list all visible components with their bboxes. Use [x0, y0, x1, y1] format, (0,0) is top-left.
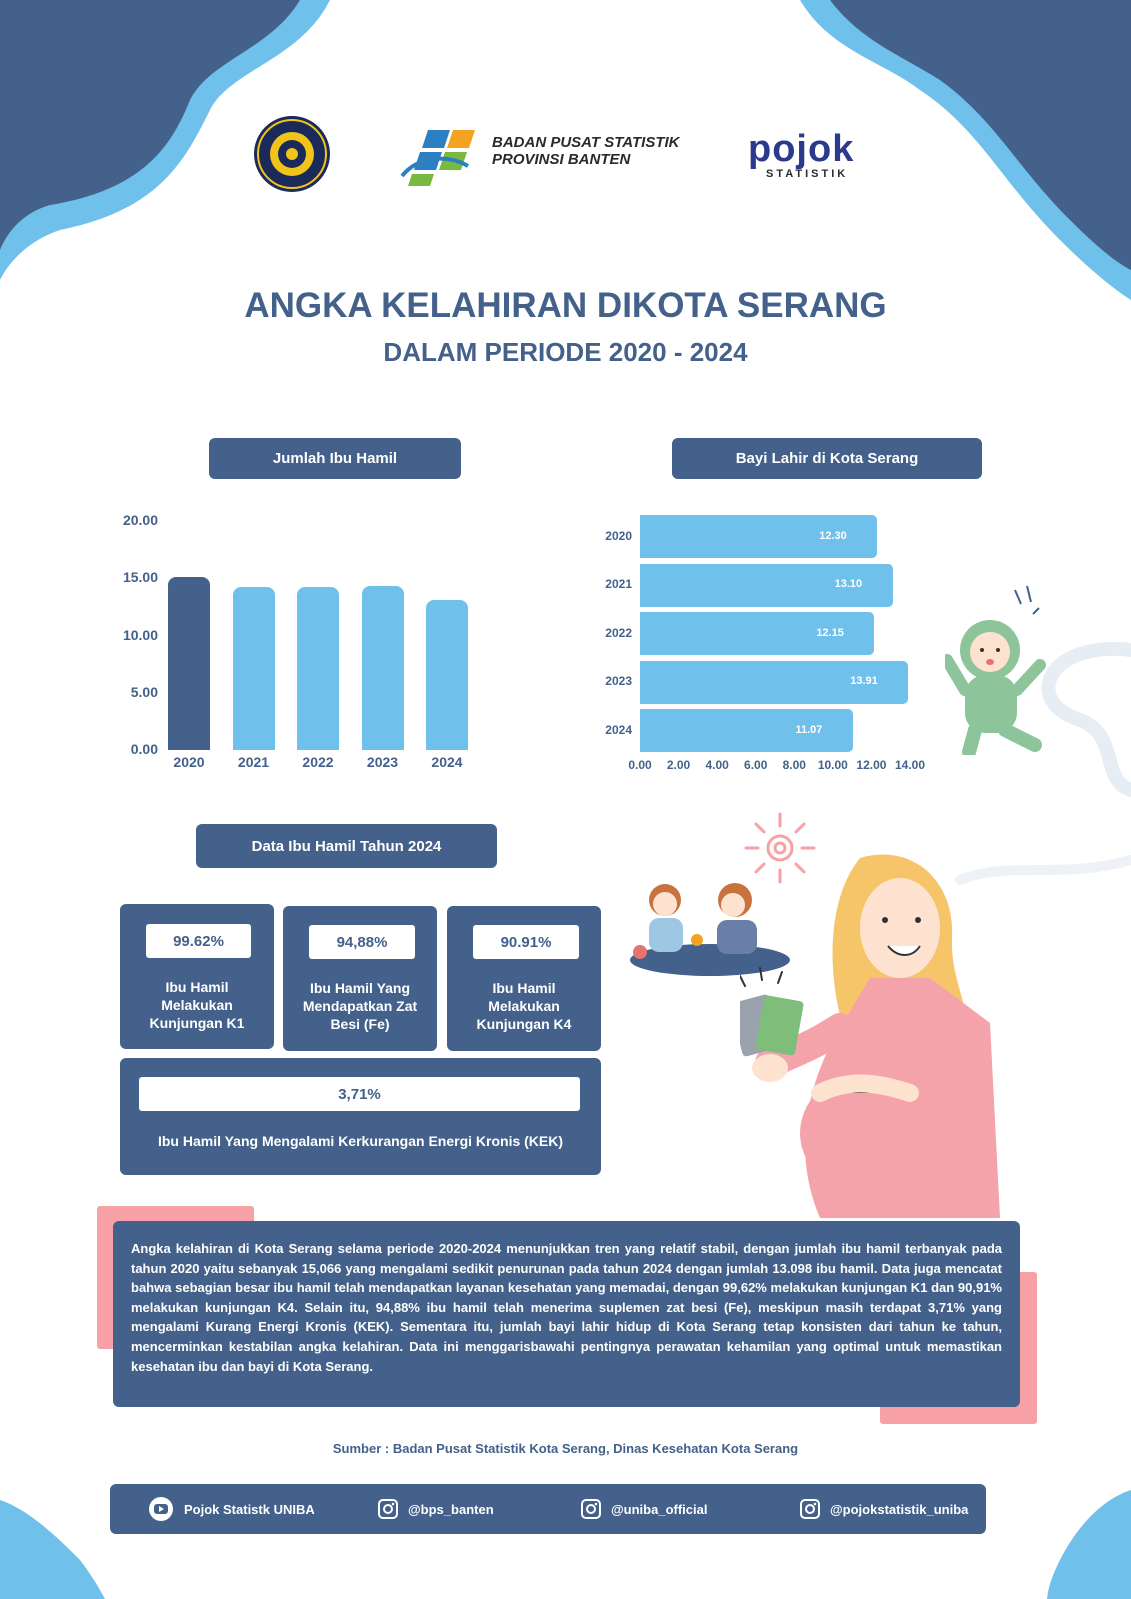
footer-youtube[interactable]: [148, 1484, 315, 1534]
bps-logo: [398, 126, 698, 196]
bar-2022: [297, 587, 339, 750]
horizontal-bar-chart: [590, 510, 940, 780]
card-fe-label: Ibu Hamil Yang Mendapatkan Zat Besi (Fe): [302, 980, 418, 1032]
bar-value-label: 12.30: [819, 529, 847, 542]
pojok-statistik-logo: [748, 130, 888, 190]
x-tick-label: 2024: [431, 754, 463, 770]
footer-instagram-bps[interactable]: [378, 1484, 494, 1534]
bar-2024: [426, 600, 468, 750]
instagram-icon: [581, 1499, 601, 1519]
x-tick-label: 2021: [237, 754, 270, 770]
page-subtitle: DALAM PERIODE 2020 - 2024: [383, 337, 748, 367]
bps-logo-icon: [398, 126, 488, 196]
footer-instagram-pojok[interactable]: [800, 1484, 968, 1534]
card-fe-value: 94,88%: [309, 925, 415, 959]
bar-value-label: 12.15: [816, 626, 844, 639]
x-tick-label: 12.00: [856, 758, 887, 772]
category-label: 2024: [605, 722, 632, 737]
x-tick-label: 2023: [366, 754, 399, 770]
card-k4-value: 90.91%: [473, 925, 579, 959]
card-kek-label: Ibu Hamil Yang Mengalami Kerkurangan Energi Kronis (KEK): [157, 1133, 564, 1149]
youtube-icon: [148, 1496, 174, 1522]
page-title: ANGKA KELAHIRAN DIKOTA SERANG: [244, 286, 887, 325]
bar-value-label: 13.91: [850, 675, 878, 687]
summary-text: Angka kelahiran di Kota Serang selama periode 2020-2024 menunjukkan tren yang relatif stabil, dengan jumlah ibu hamil terbanyak pada tahun 2020 yaitu sebanyak 15,066 yang mengalami sedikit penurunan pada tahun 2024 dengan jumlah 13.098 ibu hamil. Data juga mencatat bahwa sebagian besar ibu hamil telah mendapatkan layanan kesehatan yang memadai, dengan 99,62% melakukan kunjungan K1 dan 90,91% melakukan kunjungan K4. Selain itu, 94,88% ibu hamil telah menerima suplemen zat besi (Fe), meskipun masih terdapat 3,71% yang mengalami Kurang Energi Kronis (KEK). Sementara itu, jumlah bayi lahir hidup di Kota Serang tetap konsisten dari tahun ke tahun, mencerminkan kestabilan angka kelahiran. Data ini menggarisbawahi pentingnya perawatan kehamilan yang optimal untuk memastikan kesehatan ibu dan bayi di Kota Serang.: [113, 1221, 1020, 1407]
category-label: 2020: [605, 528, 632, 543]
baby-illustration: [945, 580, 1060, 755]
instagram-icon: [378, 1499, 398, 1519]
x-tick-label: 4.00: [705, 758, 729, 772]
y-tick-label: 5.00: [130, 683, 158, 700]
card-kek: [120, 1058, 601, 1175]
pregnant-woman-illustration: [740, 848, 1020, 1223]
bar-2023: [362, 586, 404, 750]
card-k4-label: Ibu Hamil Melakukan Kunjungan K4: [476, 980, 572, 1032]
x-tick-label: 2020: [173, 754, 205, 770]
footer-youtube-label: Pojok Statistk UNIBA: [184, 1501, 315, 1517]
footer-instagram-uniba-label: @uniba_official: [611, 1501, 708, 1517]
vertical-bar-chart: [110, 510, 480, 780]
uniba-logo: [253, 115, 331, 193]
pojok-word: pojok: [748, 128, 855, 170]
bps-name-line2: PROVINSI BANTEN: [492, 151, 631, 168]
bar-2021: [233, 587, 275, 750]
category-label: 2022: [605, 625, 632, 640]
category-label: 2023: [605, 674, 632, 688]
card-k1-value: 99.62%: [146, 924, 251, 958]
card-k4: [447, 906, 601, 1051]
instagram-icon: [800, 1499, 820, 1519]
bar-value-label: 13.10: [834, 578, 863, 590]
x-tick-label: 10.00: [817, 758, 848, 772]
y-tick-label: 20.00: [122, 512, 158, 528]
footer-bar: [110, 1484, 986, 1534]
card-kek-value: 3,71%: [139, 1077, 580, 1111]
card-k1-label: Ibu Hamil Melakukan Kunjungan K1: [149, 979, 245, 1031]
card-fe: [283, 906, 437, 1051]
x-tick-label: 0.00: [628, 758, 652, 772]
ibu-hamil-2024-title: Data Ibu Hamil Tahun 2024: [196, 824, 497, 868]
y-tick-label: 15.00: [122, 569, 158, 586]
x-tick-label: 14.00: [894, 758, 926, 772]
source-note: Sumber : Badan Pusat Statistik Kota Serang, Dinas Kesehatan Kota Serang: [332, 1441, 799, 1456]
x-tick-label: 8.00: [782, 758, 806, 772]
footer-instagram-uniba[interactable]: [581, 1484, 707, 1534]
x-tick-label: 6.00: [744, 758, 768, 772]
card-k1: [120, 904, 274, 1049]
chart2-title: Bayi Lahir di Kota Serang: [672, 438, 982, 479]
chart1-title: Jumlah Ibu Hamil: [209, 438, 461, 479]
bar-value-label: 11.07: [795, 723, 823, 736]
y-tick-label: 0.00: [130, 741, 158, 757]
category-label: 2021: [605, 577, 632, 591]
pojok-sub: STATISTIK: [766, 168, 849, 180]
bar-2020: [168, 577, 210, 750]
footer-instagram-pojok-label: @pojokstatistik_uniba: [830, 1501, 969, 1517]
footer-instagram-bps-label: @bps_banten: [408, 1501, 494, 1517]
bps-name-line1: BADAN PUSAT STATISTIK: [492, 134, 680, 151]
y-tick-label: 10.00: [122, 626, 158, 643]
x-tick-label: 2.00: [666, 758, 691, 772]
x-tick-label: 2022: [302, 754, 334, 770]
